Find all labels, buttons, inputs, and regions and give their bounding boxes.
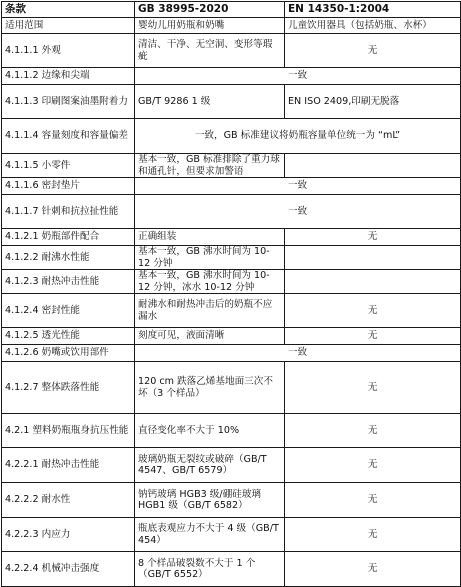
table-row xyxy=(2,34,461,68)
table-row xyxy=(2,345,461,362)
table-row xyxy=(2,483,461,518)
table-row xyxy=(2,68,461,85)
gb-requirement-cell: 基本一致，GB 沸水时间为 10-12 分钟，冰水 10-12 分钟 xyxy=(135,270,285,294)
table-row xyxy=(2,119,461,154)
gb-requirement-cell: 正确组装 xyxy=(135,229,285,246)
clause-cell: 4.1.1.3 印刷图案油墨附着力 xyxy=(2,85,135,119)
table-body xyxy=(2,18,461,587)
gb-requirement-cell: 直径变化率不大于 10% xyxy=(135,414,285,448)
clause-cell: 4.2.2.2 耐水性 xyxy=(2,483,135,518)
merged-comparison-cell: 一致 xyxy=(135,345,461,362)
en-requirement-cell: EN ISO 2409,印刷无脱落 xyxy=(285,85,461,119)
table-row xyxy=(2,154,461,178)
gb-requirement-cell: 清洁、干净、无空洞、变形等瑕疵 xyxy=(135,34,285,68)
table-row xyxy=(2,328,461,345)
gb-requirement-cell: 玻璃奶瓶无裂纹或破碎（GB/T 4547、GB/T 6579） xyxy=(135,448,285,483)
clause-cell: 4.1.2.1 奶瓶部件配合 xyxy=(2,229,135,246)
gb-requirement-cell: 8 个样品破裂数不大于 1 个（GB/T 6552） xyxy=(135,552,285,587)
en-requirement-cell: 无 xyxy=(285,294,461,328)
clause-cell: 4.1.2.2 耐沸水性能 xyxy=(2,246,135,270)
clause-cell: 4.1.1.1 外观 xyxy=(2,34,135,68)
clause-cell: 4.1.2.3 耐热冲击性能 xyxy=(2,270,135,294)
standards-comparison-table xyxy=(1,1,461,587)
table-row xyxy=(2,448,461,483)
table-row xyxy=(2,362,461,414)
table-row xyxy=(2,195,461,229)
clause-cell: 4.2.2.3 内应力 xyxy=(2,518,135,552)
gb-requirement-cell: 120 cm 跌落乙烯基地面三次不坏（3 个样品） xyxy=(135,362,285,414)
header-en-standard: EN 14350-1:2004 xyxy=(285,2,461,18)
gb-requirement-cell: GB/T 9286 1 级 xyxy=(135,85,285,119)
clause-cell: 4.2.1 塑料奶瓶瓶身抗压性能 xyxy=(2,414,135,448)
clause-cell: 4.1.1.5 小零件 xyxy=(2,154,135,178)
clause-cell: 4.1.2.5 透光性能 xyxy=(2,328,135,345)
table-row xyxy=(2,229,461,246)
merged-comparison-cell: 一致 xyxy=(135,178,461,195)
table-row xyxy=(2,18,461,34)
clause-cell: 4.1.2.4 密封性能 xyxy=(2,294,135,328)
en-requirement-cell: 无 xyxy=(285,518,461,552)
en-requirement-cell: 无 xyxy=(285,362,461,414)
table-row xyxy=(2,414,461,448)
en-requirement-cell: 无 xyxy=(285,229,461,246)
header-clause: 条款 xyxy=(2,2,135,18)
clause-cell: 4.1.1.2 边缘和尖端 xyxy=(2,68,135,85)
clause-cell: 4.2.2.1 耐热冲击性能 xyxy=(2,448,135,483)
merged-comparison-cell: 一致 xyxy=(135,68,461,85)
clause-cell: 4.1.1.6 密封垫片 xyxy=(2,178,135,195)
table-header-row xyxy=(2,2,461,18)
table-row xyxy=(2,270,461,294)
en-requirement-cell: 无 xyxy=(285,552,461,587)
table-row xyxy=(2,518,461,552)
en-requirement-cell: 无 xyxy=(285,448,461,483)
clause-cell: 4.1.2.7 整体跌落性能 xyxy=(2,362,135,414)
table-row xyxy=(2,178,461,195)
clause-cell: 4.1.2.6 奶嘴或饮用部件 xyxy=(2,345,135,362)
en-requirement-cell: 无 xyxy=(285,483,461,518)
en-requirement-cell xyxy=(285,270,461,294)
gb-requirement-cell: 耐沸水和耐热冲击后的奶瓶不应漏水 xyxy=(135,294,285,328)
table-row xyxy=(2,294,461,328)
gb-requirement-cell: 基本一致，GB 标准排除了重力球和通孔针，但要求加警语 xyxy=(135,154,285,178)
clause-cell: 适用范围 xyxy=(2,18,135,34)
merged-comparison-cell: 一致 xyxy=(135,195,461,229)
en-requirement-cell xyxy=(285,246,461,270)
gb-requirement-cell: 刻度可见，液面清晰 xyxy=(135,328,285,345)
merged-comparison-cell: 一致，GB 标准建议将奶瓶容量单位统一为 “mL” xyxy=(135,119,461,154)
gb-requirement-cell: 婴幼儿用奶瓶和奶嘴 xyxy=(135,18,285,34)
gb-requirement-cell: 瓶底表观应力不大于 4 级（GB/T 454） xyxy=(135,518,285,552)
table-row xyxy=(2,552,461,587)
header-gb-standard: GB 38995-2020 xyxy=(135,2,285,18)
table-row xyxy=(2,85,461,119)
clause-cell: 4.1.1.7 针刺和抗拉扯性能 xyxy=(2,195,135,229)
table-row xyxy=(2,246,461,270)
clause-cell: 4.1.1.4 容量刻度和容量偏差 xyxy=(2,119,135,154)
en-requirement-cell: 无 xyxy=(285,328,461,345)
clause-cell: 4.2.2.4 机械冲击强度 xyxy=(2,552,135,587)
en-requirement-cell: 无 xyxy=(285,414,461,448)
en-requirement-cell xyxy=(285,154,461,178)
en-requirement-cell: 无 xyxy=(285,34,461,68)
gb-requirement-cell: 钠钙玻璃 HGB3 级/硼硅玻璃 HGB1 级（GB/T 6582） xyxy=(135,483,285,518)
gb-requirement-cell: 基本一致，GB 沸水时间为 10-12 分钟 xyxy=(135,246,285,270)
en-requirement-cell: 儿童饮用器具（包括奶瓶、水杯） xyxy=(285,18,461,34)
